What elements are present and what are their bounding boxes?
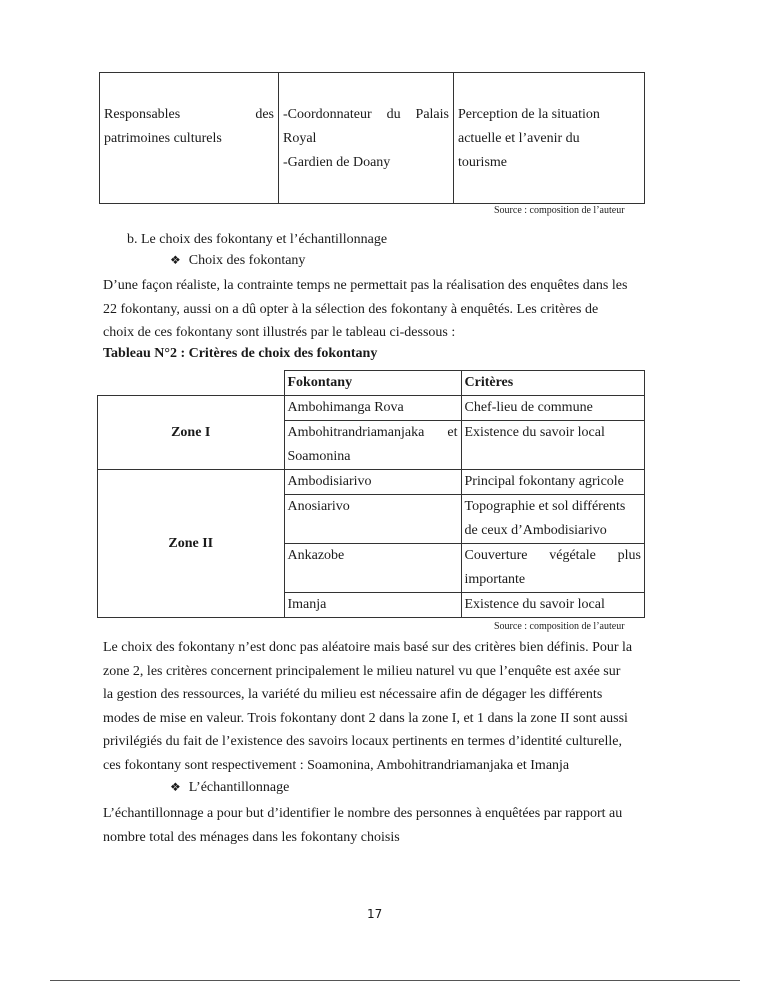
bullet-text: Choix des fokontany: [188, 253, 306, 268]
zone-label: Zone II: [98, 470, 285, 618]
source-note: Source : composition de l’auteur: [494, 205, 625, 216]
cell-text: Soamonina: [287, 449, 351, 464]
fokontany-cell: Anosiarivo: [284, 495, 461, 544]
paragraph-line: la gestion des ressources, la variété du milieu est nécessaire afin de dégager les différents: [103, 687, 603, 702]
source-note: Source : composition de l’auteur: [494, 621, 625, 632]
bullet-text: L’échantillonnage: [188, 780, 290, 795]
column-header-fokontany: Fokontany: [284, 371, 461, 396]
cell-text: plus: [617, 548, 641, 563]
page-number: 17: [367, 907, 383, 921]
table-caption: Tableau N°2 : Critères de choix des fokontany: [103, 346, 378, 361]
cell-text: Responsables: [104, 107, 181, 122]
cell-text: -Coordonnateur: [283, 107, 372, 122]
cell-text: tourisme: [458, 155, 507, 170]
cell-text: du: [386, 107, 401, 122]
paragraph: [103, 274, 643, 345]
cell-text: Ambohitrandriamanjaka: [287, 425, 425, 440]
page-edge-rule: [50, 980, 740, 981]
cell-text: de ceux d’Ambodisiarivo: [464, 523, 607, 538]
critere-cell: Chef-lieu de commune: [461, 396, 645, 421]
paragraph-line: choix de ces fokontany sont illustrés par le tableau ci-dessous :: [103, 325, 456, 340]
cell-text: Couverture: [464, 548, 528, 563]
paragraph-line: nombre total des ménages dans les fokontany choisis: [103, 829, 400, 845]
cell-text: et: [447, 425, 458, 440]
table-row: [98, 371, 645, 396]
table-row: [98, 396, 645, 421]
cell-text: des: [255, 107, 274, 122]
critere-cell: Principal fokontany agricole: [461, 470, 645, 495]
paragraph-line: zone 2, les critères concernent principalement le milieu naturel vu que l’enquête est axée sur: [103, 663, 621, 679]
diamond-bullet-icon: ❖: [170, 253, 181, 267]
table-row: [98, 470, 645, 495]
paragraph: [103, 636, 643, 777]
cell-text: Royal: [283, 131, 317, 146]
cell-text: Perception de la situation: [458, 107, 600, 122]
cell-text: patrimoines culturels: [104, 131, 222, 146]
criteria-table: [97, 370, 645, 618]
table-row: [100, 73, 645, 204]
bullet-item: [170, 253, 305, 269]
zone-label: Zone I: [98, 396, 285, 470]
responsables-cell: [100, 73, 279, 204]
paragraph-line: D’une façon réaliste, la contrainte temps ne permettait pas la réalisation des enquêtes dans les: [103, 278, 628, 293]
section-heading: b. Le choix des fokontany et l’échantillonnage: [127, 232, 388, 247]
fokontany-cell: Ankazobe: [284, 544, 461, 593]
cell-text: Palais: [415, 107, 449, 122]
responsables-table: [99, 72, 645, 204]
paragraph-line: Le choix des fokontany n’est donc pas aléatoire mais basé sur des critères bien définis. Pour la: [103, 640, 633, 655]
critere-cell: [461, 495, 645, 544]
paragraph-line: L’échantillonnage a pour but d’identifier le nombre des personnes à enquêtées par rapport au: [103, 806, 623, 821]
paragraph-line: 22 fokontany, aussi on a dû opter à la sélection des fokontany à enquêtés. Les critères de: [103, 301, 599, 317]
critere-cell: Existence du savoir local: [461, 421, 645, 470]
cell-text: importante: [464, 572, 526, 587]
fokontany-cell: [284, 421, 461, 470]
theme-cell: [454, 73, 645, 204]
paragraph: [103, 802, 643, 849]
persons-cell: [279, 73, 454, 204]
cell-text: végétale: [549, 548, 596, 563]
cell-text: -Gardien de Doany: [283, 155, 391, 170]
paragraph-line: ces fokontany sont respectivement : Soamonina, Ambohitrandriamanjaka et Imanja: [103, 757, 570, 773]
cell-text: Topographie et sol différents: [464, 499, 626, 514]
diamond-bullet-icon: ❖: [170, 780, 181, 794]
paragraph-line: privilégiés du fait de l’existence des savoirs locaux pertinents en termes d’identité culturelle,: [103, 734, 622, 749]
cell-text: actuelle et l’avenir du: [458, 131, 580, 146]
critere-cell: Existence du savoir local: [461, 593, 645, 618]
paragraph-line: modes de mise en valeur. Trois fokontany dont 2 dans la zone I, et 1 dans la zone II sont aussi: [103, 710, 628, 726]
critere-cell: [461, 544, 645, 593]
fokontany-cell: Ambohimanga Rova: [284, 396, 461, 421]
fokontany-cell: Ambodisiarivo: [284, 470, 461, 495]
fokontany-cell: Imanja: [284, 593, 461, 618]
column-header-criteres: Critères: [461, 371, 645, 396]
bullet-item: [170, 780, 289, 796]
